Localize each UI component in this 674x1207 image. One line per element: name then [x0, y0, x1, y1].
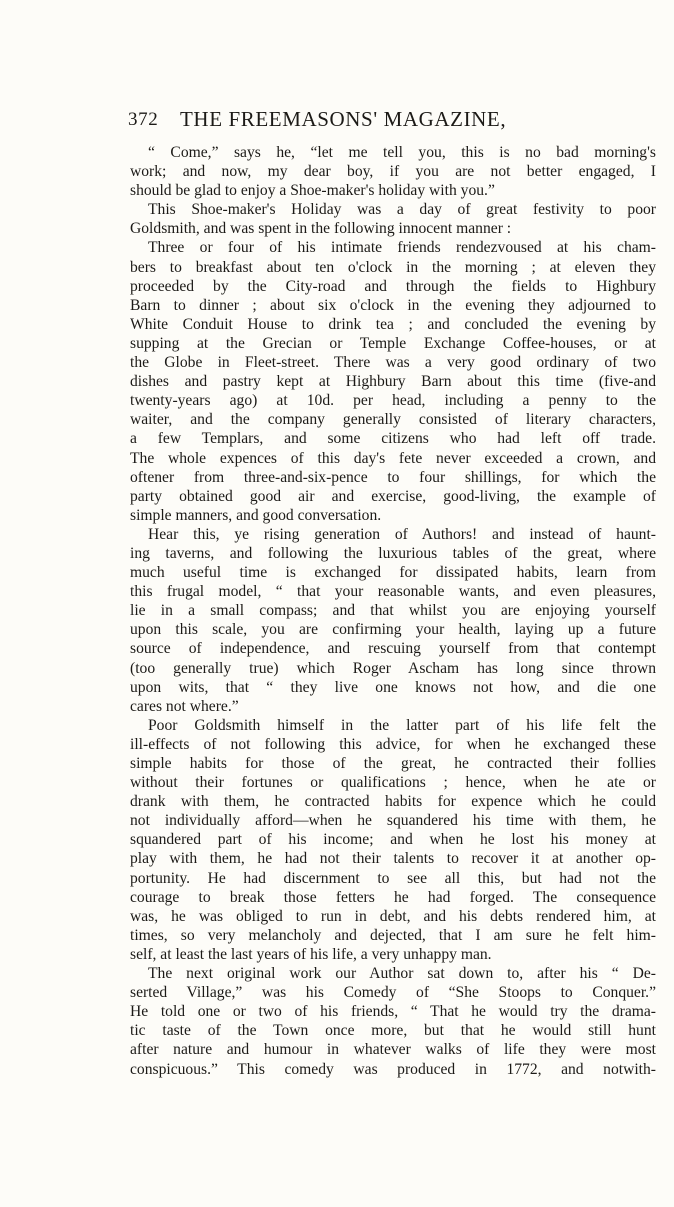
text-line: The next original work our Author sat down to, after his “ De-: [148, 965, 656, 983]
article-body: [130, 143, 656, 1079]
text-line: source of independence, and rescuing yourself from that contempt: [130, 640, 656, 658]
text-line: lie in a small compass; and that whilst you are enjoying yourself: [130, 602, 656, 620]
text-line: drank with them, he contracted habits for expence which he could: [130, 793, 656, 811]
text-line: this frugal model, “ that your reasonable wants, and even pleasures,: [130, 583, 656, 601]
text-line: squandered part of his income; and when he lost his money at: [130, 831, 656, 849]
text-line: much useful time is exchanged for dissipated habits, learn from: [130, 564, 656, 582]
text-line: “ Come,” says he, “let me tell you, this is no bad morning's: [148, 144, 656, 161]
paragraph-6: [130, 964, 656, 1079]
paragraph-3: [130, 238, 656, 524]
text-line: cares not where.”: [130, 697, 239, 715]
text-line: Hear this, ye rising generation of Authors! and instead of haunt-: [148, 525, 656, 543]
text-line: work; and now, my dear boy, if you are not better engaged, I: [130, 163, 656, 181]
text-line: Barn to dinner ; about six o'clock in the evening they adjourned to: [130, 296, 656, 314]
text-line: tic taste of the Town once more, but that he would still hunt: [130, 1022, 656, 1040]
text-line: party obtained good air and exercise, good-living, the example of: [130, 487, 656, 505]
paragraph-1: [130, 143, 656, 200]
text-line: He told one or two of his friends, “ That he would try the drama-: [130, 1003, 656, 1021]
text-line: self, at least the last years of his life, a very unhappy man.: [130, 945, 492, 963]
paragraph-5: [130, 716, 656, 964]
paragraph-4: [130, 525, 656, 716]
text-line: Poor Goldsmith himself in the latter part of his life felt the: [148, 716, 656, 734]
text-line: oftener from three-and-six-pence to four shillings, for which the: [130, 468, 656, 486]
text-line: play with them, he had not their talents to recover it at another op-: [130, 850, 656, 868]
text-line: supping at the Grecian or Temple Exchange Coffee-houses, or at: [130, 334, 656, 352]
text-line: (too generally true) which Roger Ascham has long since thrown: [130, 659, 656, 677]
text-line: This Shoe-maker's Holiday was a day of great festivity to poor: [148, 201, 656, 219]
text-line: serted Village,” was his Comedy of “She Stoops to Conquer.”: [130, 984, 656, 1002]
text-line: Goldsmith, and was spent in the following innocent manner :: [130, 220, 512, 238]
text-line: not individually afford—when he squandered his time with them, he: [130, 812, 656, 830]
text-line: courage to break those fetters he had forged. The consequence: [130, 888, 656, 906]
text-line: proceeded by the City-road and through the fields to Highbury: [130, 277, 656, 295]
text-line: White Conduit House to drink tea ; and concluded the evening by: [130, 315, 656, 333]
text-line: after nature and humour in whatever walks of life they were most: [130, 1041, 656, 1059]
text-line: twenty-years ago) at 10d. per head, including a penny to the: [130, 392, 656, 410]
text-line: ill-effects of not following this advice, for when he exchanged these: [130, 735, 656, 753]
text-line: the Globe in Fleet-street. There was a very good ordinary of two: [130, 354, 656, 372]
text-line: upon wits, that “ they live one knows not how, and die one: [130, 678, 656, 696]
page-number: 372: [128, 109, 159, 130]
text-line: a few Templars, and some citizens who had left off trade.: [130, 430, 656, 448]
text-line: Three or four of his intimate friends rendezvoused at his cham-: [148, 239, 656, 257]
text-line: times, so very melancholy and dejected, that I am sure he felt him-: [130, 926, 656, 944]
text-line: was, he was obliged to run in debt, and his debts rendered him, at: [130, 907, 656, 925]
text-line: waiter, and the company generally consisted of literary characters,: [130, 411, 656, 429]
running-header: [128, 107, 608, 137]
text-line: The whole expences of this day's fete never exceeded a crown, and: [130, 449, 656, 467]
text-line: simple habits for those of the great, he contracted their follies: [130, 755, 656, 772]
text-line: upon this scale, you are confirming your health, laying up a future: [130, 621, 656, 639]
running-title: THE FREEMASONS' MAGAZINE,: [180, 107, 507, 131]
text-line: should be glad to enjoy a Shoe-maker's holiday with you.”: [130, 182, 495, 200]
text-line: ing taverns, and following the luxurious tables of the great, where: [130, 544, 656, 562]
text-line: without their fortunes or qualifications ; hence, when he ate or: [130, 774, 656, 792]
text-line: bers to breakfast about ten o'clock in the morning ; at eleven they: [130, 258, 656, 276]
text-line: simple manners, and good conversation.: [130, 506, 382, 524]
text-line: conspicuous.” This comedy was produced in 1772, and notwith-: [130, 1060, 656, 1078]
text-line: portunity. He had discernment to see all this, but had not the: [130, 869, 656, 887]
paragraph-2: [130, 200, 656, 238]
text-line: dishes and pastry kept at Highbury Barn about this time (five-and: [130, 373, 656, 391]
